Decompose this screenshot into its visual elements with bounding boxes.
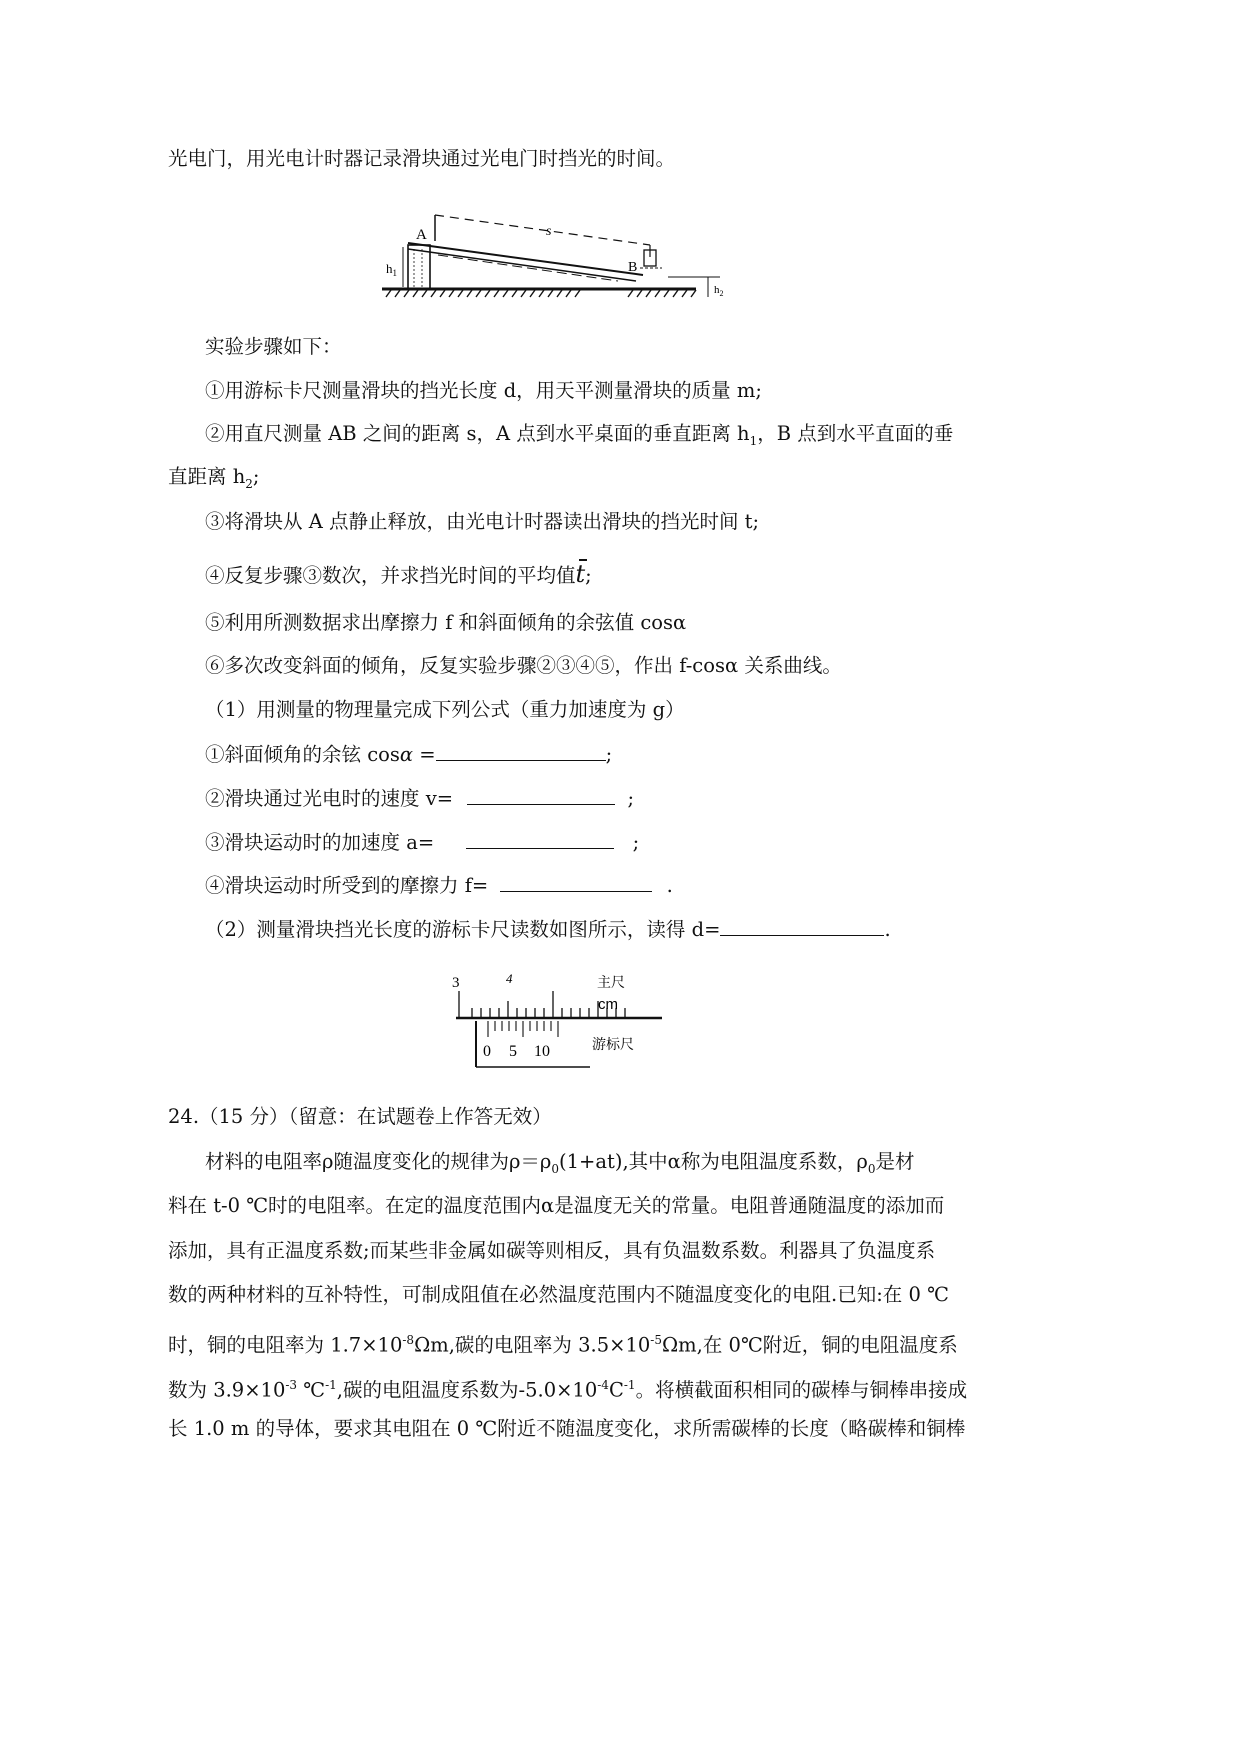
vernier-tick-5: 5 — [509, 1043, 517, 1060]
answer-blank-velocity[interactable] — [467, 784, 615, 805]
step-1: ①用游标卡尺测量滑块的挡光长度 d，用天平测量滑块的质量 m; — [205, 379, 762, 402]
problem-24-line-3: 添加，具有正温度系数;而某些非金属如碳等则相反，具有负温数系数。利器具了负温度系 — [168, 1239, 936, 1262]
step-4: ④反复步骤③数次，并求挡光时间的平均值t; — [205, 560, 592, 588]
question-1-item-4: ④滑块运动时所受到的摩擦力 f= . — [205, 871, 673, 899]
question-2-prompt: （2）测量滑块挡光长度的游标卡尺读数如图所示，读得 d= . — [205, 915, 891, 943]
problem-24-header: 24.（15 分）（留意：在试题卷上作答无效） — [168, 1105, 552, 1128]
label-s: s — [546, 224, 552, 239]
problem-24-line-4: 数的两种材料的互补特性，可制成阻值在必然温度范围内不随温度变化的电阻.已知:在 0 ℃ — [168, 1283, 949, 1306]
main-tick-4: 4 — [506, 971, 513, 986]
answer-blank-friction[interactable] — [500, 871, 652, 892]
intro-line: 光电门，用光电计时器记录滑块通过光电门时挡光的时间。 — [168, 147, 676, 170]
main-scale-label: 主尺 — [597, 975, 625, 991]
main-tick-3: 3 — [452, 975, 460, 991]
step-2-line-1: ②用直尺测量 AB 之间的距离 s，A 点到水平桌面的垂直距离 $h_1$，B 点到水平直面的垂 — [205, 422, 954, 448]
problem-24-line-5: 时，铜的电阻率为 $1.7\times 10^{-8}\Omega m$,碳的电阻率为 $3.5\times 10^{-5}\Omega m$,在 0℃附近，铜的电阻温度系 — [168, 1333, 958, 1357]
answer-blank-cos[interactable] — [436, 740, 606, 761]
vernier-caliper-figure — [440, 963, 670, 1073]
label-a: A — [416, 227, 427, 243]
label-h2: $h_2$ — [714, 284, 724, 298]
problem-24-line-6: 数为 $3.9\times 10^{-3}$ ℃$^{-1}$,碳的电阻温度系数为$-5.0\times 10^{-4}C^{-1}$。将横截面积相同的碳棒与铜棒串接成 — [168, 1378, 968, 1402]
unit-label: cm — [598, 996, 618, 1013]
step-5: ⑤利用所测数据求出摩擦力 f 和斜面倾角的余弦值 cosα — [205, 611, 687, 634]
question-1-prompt: （1）用测量的物理量完成下列公式（重力加速度为 g） — [205, 698, 685, 721]
steps-heading: 实验步骤如下： — [205, 335, 342, 358]
vernier-tick-10: 10 — [534, 1043, 550, 1060]
label-b: B — [628, 260, 638, 275]
label-h1: $h_1$ — [386, 261, 397, 278]
answer-blank-acceleration[interactable] — [466, 828, 614, 849]
vernier-label: 游标尺 — [592, 1037, 634, 1053]
incline-apparatus-figure — [378, 205, 738, 305]
answer-blank-d[interactable] — [720, 915, 884, 936]
question-1-item-2: ②滑块通过光电时的速度 v= ; — [205, 784, 634, 812]
question-1-item-3: ③滑块运动时的加速度 a= ; — [205, 828, 639, 856]
problem-24-line-1: 材料的电阻率ρ随温度变化的规律为$\rho=\rho_0(1+at)$,其中α称为电阻温度系数，$\rho_0$是材 — [205, 1150, 915, 1176]
problem-24-line-7: 长 1.0 m 的导体，要求其电阻在 0 ℃附近不随温度变化，求所需碳棒的长度（略碳棒和铜棒 — [168, 1417, 966, 1440]
vernier-tick-0: 0 — [483, 1043, 491, 1060]
step-2-line-2: 直距离 $h_2$; — [168, 465, 260, 491]
step-3: ③将滑块从 A 点静止释放，由光电计时器读出滑块的挡光时间 t; — [205, 510, 760, 533]
question-1-item-1: ①斜面倾角的余铉 cosα = ; — [205, 740, 612, 768]
mean-t-symbol: t — [575, 560, 586, 588]
problem-24-line-2: 料在 t-0 ℃时的电阻率。在定的温度范围内α是温度无关的常量。电阻普通随温度的添加而 — [168, 1194, 945, 1217]
step-6: ⑥多次改变斜面的倾角，反复实验步骤②③④⑤，作出 f-cosα 关系曲线。 — [205, 654, 842, 677]
